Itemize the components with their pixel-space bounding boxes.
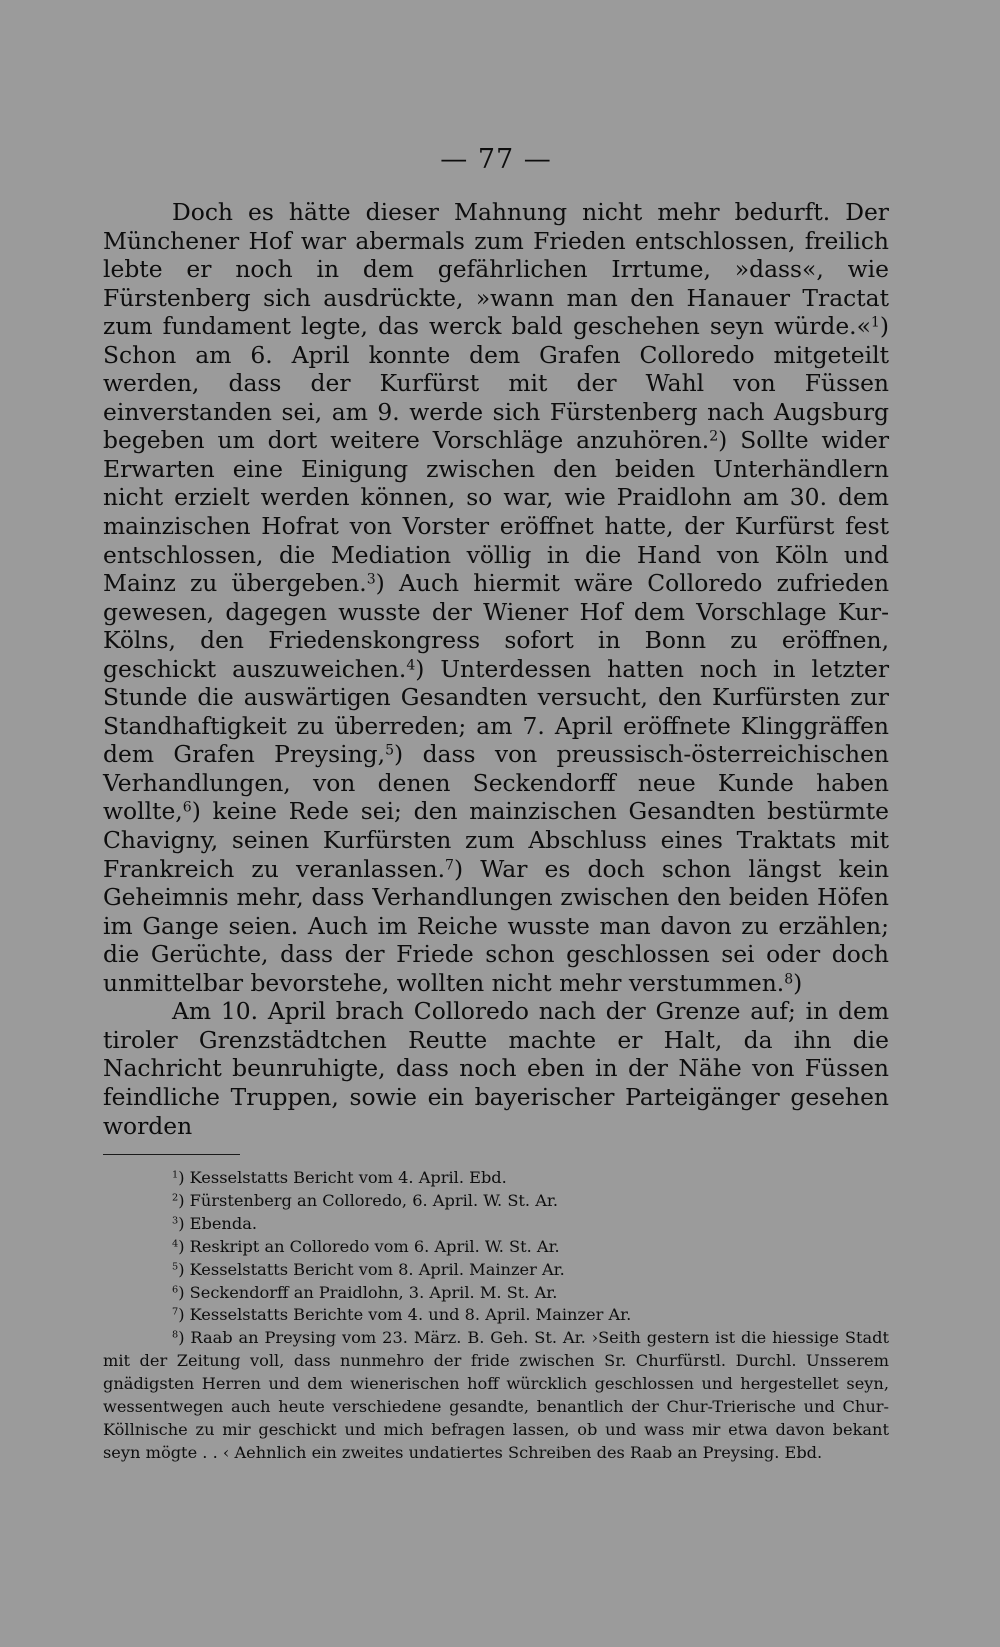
footnote-text: ) Fürstenberg an Colloredo, 6. April. W. St. Ar. xyxy=(178,1190,559,1210)
paragraph xyxy=(103,997,889,1140)
footnote xyxy=(103,1190,889,1213)
footnote-ref: 7 xyxy=(445,856,454,873)
footnote-ref: 3 xyxy=(366,571,376,588)
text-run: ) xyxy=(793,968,803,997)
footnotes xyxy=(103,1167,889,1465)
footnote-separator xyxy=(103,1154,240,1155)
footnote-text: ) Kesselstatts Bericht vom 4. April. Ebd. xyxy=(178,1168,507,1188)
text-run: ) keine Rede sei; den mainzischen Gesandten bestürmte Chavigny, seinen Kurfürsten zum Abschluss eines Traktats mit Frankreich zu veranlassen. xyxy=(103,797,889,883)
footnote-number: 3 xyxy=(172,1215,179,1227)
footnote-number: 2 xyxy=(172,1192,179,1204)
footnote-number: 5 xyxy=(172,1261,179,1273)
footnote-ref: 4 xyxy=(406,657,416,674)
text-run: ) Auch hiermit wäre Colloredo zufrieden gewesen, dagegen wusste der Wiener Hof dem Vorschlage Kur-Kölns, den Friedenskongress sofort in Bonn zu eröffnen, geschickt auszuweichen. xyxy=(103,569,890,683)
footnote-text: ) Seckendorff an Praidlohn, 3. April. M. St. Ar. xyxy=(178,1282,558,1302)
footnote-text: ) Reskript an Colloredo vom 6. April. W. St. Ar. xyxy=(178,1236,560,1256)
footnote xyxy=(103,1304,889,1327)
footnote-number: 6 xyxy=(172,1284,179,1296)
footnote-ref: 8 xyxy=(784,971,794,988)
text-run: ) Schon am 6. April konnte dem Grafen Colloredo mitgeteilt werden, dass der Kurfürst mit der Wahl von Füssen einverstanden sei, am 9. werde sich Fürstenberg nach Augsburg begeben um dort weitere Vorschläge anzuhören. xyxy=(103,312,889,455)
footnote-ref: 1 xyxy=(870,314,880,331)
text-run: ) War es doch schon längst kein Geheimnis mehr, dass Verhandlungen zwischen den beiden Höfen im Gange seien. Auch im Reiche wusste man davon zu erzählen; die Gerüchte, dass der Friede schon geschlossen sei oder doch unmittelbar bevorstehe, wollten nicht mehr verstummen. xyxy=(103,854,890,997)
page-number: — 77 — xyxy=(440,144,552,175)
text-run: ) Sollte wider Erwarten eine Einigung zwischen den beiden Unterhändlern nicht erzielt werden können, so war, wie Praidlohn am 30. dem mainzischen Hofrat von Vorster eröffnet hatte, der Kurfürst fest entschlossen, die Mediation völlig in die Hand von Köln und Mainz zu übergeben. xyxy=(103,426,889,598)
footnote-ref: 6 xyxy=(182,799,192,816)
footnote-number: 4 xyxy=(172,1238,179,1250)
footnote xyxy=(103,1327,889,1464)
footnote-number: 8 xyxy=(172,1330,179,1342)
footnote xyxy=(103,1167,889,1190)
footnote xyxy=(103,1236,889,1259)
footnote-text: ) Raab an Preysing vom 23. März. B. Geh. St. Ar. ›Seith gestern ist die hiessige Stadt mit der Zeitung voll, dass nunmehro der fride zwischen Sr. Churfürstl. Durchl. Unsserem gnädigsten Herren und dem wienerischen hoff würcklich geschlossen und hergestellet seyn, wessentwegen auch heute verschiedene gesandte, benantlich der Chur-Trierische und Chur-Köllnische zu mir geschickt und mich befragen lassen, ob und wass mir etwa davon bekant seyn mögte . . ‹ Aehnlich ein zweites undatiertes Schreiben des Raab an Preysing. Ebd. xyxy=(103,1328,889,1462)
text-run: Am 10. April brach Colloredo nach der Grenze auf; in dem tiroler Grenzstädtchen Reutte machte er Halt, da ihn die Nachricht beunruhigte, dass noch eben in der Nähe von Füssen feindliche Truppen, sowie ein bayerischer Parteigänger gesehen worden xyxy=(103,997,889,1140)
footnote-number: 7 xyxy=(172,1307,179,1319)
footnote-text: ) Ebenda. xyxy=(178,1213,257,1233)
footnote-ref: 2 xyxy=(709,428,719,445)
footnote xyxy=(103,1213,889,1236)
main-text xyxy=(103,198,889,1140)
footnote xyxy=(103,1282,889,1305)
footnote-ref: 5 xyxy=(385,742,395,759)
footnote-text: ) Kesselstatts Berichte vom 4. und 8. April. Mainzer Ar. xyxy=(178,1305,632,1325)
text-run: Doch es hätte dieser Mahnung nicht mehr bedurft. Der Münchener Hof war abermals zum Frieden entschlossen, freilich lebte er noch in dem gefährlichen Irrtume, »dass«, wie Fürstenberg sich ausdrückte, »wann man den Hanauer Tractat zum fundament legte, das werck bald geschehen seyn würde.« xyxy=(103,198,889,341)
footnote-text: ) Kesselstatts Bericht vom 8. April. Mainzer Ar. xyxy=(178,1259,565,1279)
text-run: ) dass von preussisch-österreichischen Verhandlungen, von denen Seckendorff neue Kunde haben wollte, xyxy=(103,740,890,826)
page-content xyxy=(103,140,889,1465)
footnote-number: 1 xyxy=(172,1169,179,1181)
paragraph xyxy=(103,198,889,997)
text-run: ) Unterdessen hatten noch in letzter Stunde die auswärtigen Gesandten versucht, den Kurfürsten zur Standhaftigkeit zu überreden; am 7. April eröffnete Klinggräffen dem Grafen Preysing, xyxy=(103,654,890,769)
footnote xyxy=(103,1259,889,1282)
